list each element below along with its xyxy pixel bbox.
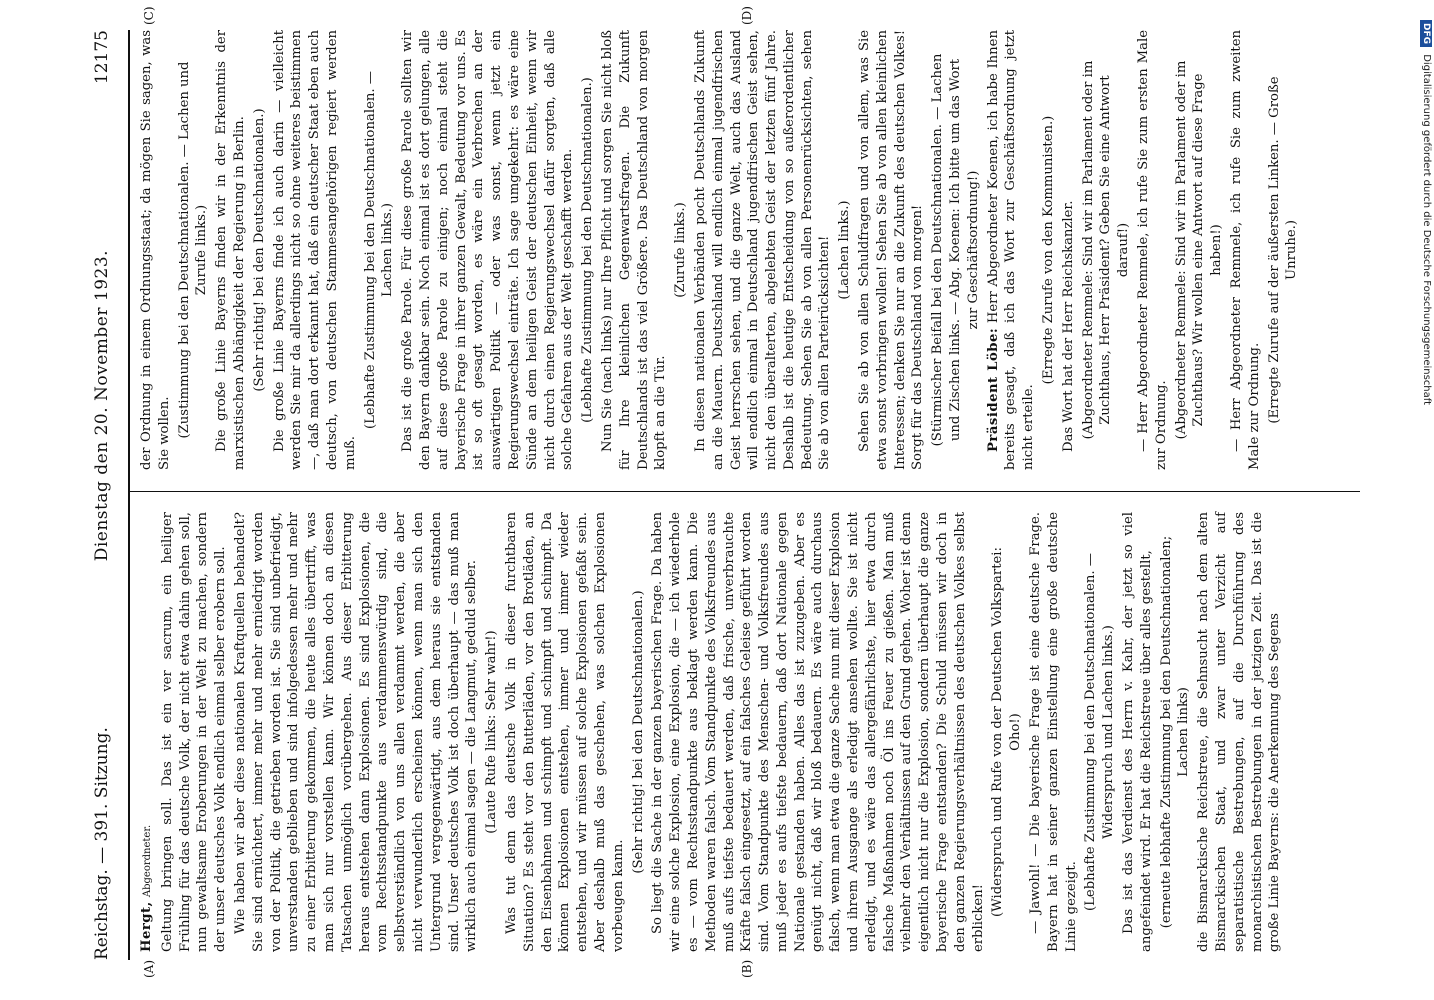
interjection: (Abgeordneter Remmele: Sind wir im Parlament oder im Zuchthaus? Wir wollen eine Antwort auf diese Frage haben!) <box>1173 60 1225 440</box>
paragraph: Wie haben wir aber diese nationalen Kraftquellen behandelt? Sie sind ernüchtert, immer mehr und mehr erniedrigt worden von der Politik, die getrieben worden ist. Sie sind unbefriedigt, unverstanden geblieben und sind infolgedessen mehr und mehr zu einer Erbitterung gekommen, die heute alles übertrifft, was man sich nur vorstellen kann. Wir können doch an diesen Tatsachen unmöglich vorübergehen. Aus dieser Erbitterung heraus entstehen dann Explosionen. Es sind Explosionen, die vom Rechtsstandpunkte aus verdammenswürdig sind, die selbstverständlich von uns allen verdammt werden, die aber nicht verwunderlich erscheinen können, wenn man sich den Untergrund vergegenwärtigt, aus dem heraus sie entstanden sind. Unser deutsches Volk ist doch überhaupt — das muß man wirklich auch einmal sagen — die Langmut, geduld selber. <box>232 512 480 952</box>
side-strip <box>1412 0 1434 1000</box>
interjection: (Zustimmung bei den Deutschnationalen. — Lachen und Zurufe links.) <box>176 61 210 439</box>
interjection: (Stürmischer Beifall bei den Deutschnationalen. — Lachen und Zischen links. — Abg. Koenen: Ich bitte um das Wort zur Geschäftsordnung!) <box>930 53 981 447</box>
interjection: (Zurufe links.) <box>673 202 689 298</box>
interjection: (Widerspruch und Rufe von der Deutschen Volkspartei: Oho!) <box>990 547 1024 917</box>
paragraph: der Ordnung in einem Ordnungsstaat; da mögen Sie sagen, was Sie wollen. <box>139 30 172 470</box>
paragraph: Sehen Sie ab von allen Schuldfragen und von allem, was Sie etwa sonst vorbringen wollen! Sehen Sie ab von allen kleinlichen Interessen; denken Sie nur an die Zukunft des deutschen Volkes! Sorgt für das Deutschland von morgen! <box>857 30 926 470</box>
paragraph: Geltung bringen soll. Das ist ein ver sacrum, ein heiliger Frühling für das deutsche Volk, der nicht etwa dahin gehen soll, nun gewaltsame Eroberungen in der Welt zu machen, sondern der unser deutsches Volk endlich einmal selber erobern soll. <box>159 512 229 952</box>
paragraph: Das ist die große Parole. Für diese große Parole sollten wir den Bayern dankbar sein. Noch einmal ist es dort gelungen, alle auf diese große Parole zu einigen; noch einmal steht die bayerische Frage in ihrer ganzen Gewalt, Bedeutung vor uns. Es ist so oft gesagt worden, es wäre ein Verbrechen an der auswärtigen Politik — oder was sonst, wenn jetzt ein Regierungswechsel einträte. Ich sage umgekehrt: es wäre eine Sünde an dem heiligen Geist der deutschen Einheit, wenn wir nicht durch einen Regierungswechsel dafür sorgten, daß alle solche Gefahren aus der Welt geschafft werden. <box>400 30 576 470</box>
header-rule <box>128 30 130 960</box>
interjection: (erneute lebhafte Zustimmung bei den Deutschnationalen; Lachen links) <box>1158 535 1192 929</box>
speaker-name: Hergt, <box>139 901 154 952</box>
speaker-line <box>138 512 157 952</box>
dfg-logo: DFG <box>1420 20 1432 47</box>
paragraph: So liegt die Sache in der ganzen bayerischen Frage. Da haben wir eine solche Explosion, eine Explosion, die — ich wiederhole es — vom Rechtsstandpunkte aus beklagt werden kann. Die Methoden waren falsch. Vom Standpunkte des Volksfreundes aus muß aufs tiefste bedauert werden, daß frische, unverbrauchte Kräfte falsch eingesetzt, auf ein falsches Geleise geführt worden sind. Vom Standpunkte des Menschen- und Volksfreundes aus muß jeder es aufs tiefste bedauern, daß dort Nationale gegen Nationale gestanden haben. Alles das ist zuzugeben. Aber es genügt nicht, daß wir bloß bedauern. Es wäre auch durchaus falsch, wenn man etwa die ganze Sache nun mit dieser Explosion und ihrem Ausgange als erledigt ansehen wollte. Sie ist nicht erledigt, und es wäre das allergefährlichste, hier etwa durch falsche Maßnahmen noch Öl ins Feuer zu gießen. Man muß vielmehr den Verhältnissen auf den Grund gehen. Woher ist denn eigentlich nicht nur die Explosion, sondern überhaupt die ganze bayerische Frage entstanden? Die Schuld müssen wir doch in den ganzen Regierungsverhältnissen des deutschen Volkes selbst erblicken! <box>650 512 986 952</box>
paragraph: Das ist das Verdienst des Herrn v. Kahr, der jetzt so viel angefeindet wird. Er hat die Reichstreue über alles gestellt, <box>1121 512 1154 952</box>
margin-mark-a: (A) <box>142 959 156 978</box>
paragraph: In diesen nationalen Verbänden pocht Deutschlands Zukunft an die Mauern. Deutschland will endlich einmal jugendfrischen Geist herrschen sehen, und die ganze Welt, auch das Ausland will endlich einmal in Deutschland jugendfrischen Geist sehen, nicht den überalterten, abgelebten Geist der letzten fünf Jahre. Deshalb ist die heutige Entscheidung von so außerordentlicher Bedeutung. Sehen Sie ab von allen Personenrücksichten, sehen Sie ab von allen Parteirücksichten! <box>692 30 833 470</box>
president-text: Herr Abgeordneter Koenen, ich habe Ihnen bereits gesagt, daß ich das Wort zur Geschäftsordnung jetzt nicht erteile. <box>985 30 1037 470</box>
interjection: (Erregte Zurufe von den Kommunisten.) <box>1041 115 1057 385</box>
speaker-role: Abgeordneter. <box>142 824 153 898</box>
margin-mark-c: (C) <box>142 6 156 25</box>
paragraph: Nun Sie (nach links) nur Ihre Pflicht und sorgen Sie nicht bloß für Ihre kleinlichen Gegenwartsfragen. Die Zukunft Deutschlands ist das viel Größere. Das Deutschland von morgen klopft an die Tür. <box>599 30 669 470</box>
column-separator <box>130 491 1360 492</box>
paragraph: — Herr Abgeordneter Remmele, ich rufe Sie zum zweiten Male zur Ordnung. <box>1229 30 1262 470</box>
paragraph: — Herr Abgeordneter Remmele, ich rufe Sie zum ersten Male zur Ordnung. <box>1136 30 1169 470</box>
right-column <box>138 30 1303 470</box>
paragraph: Die große Linie Bayerns finde ich auch darin — vielleicht werden Sie mir da allerdings nicht so ohne weiteres beistimmen —, daß man dort erkannt hat, daß ein deutscher Staat eben auch deutsch, von deutschen Stammesangehörigen regiert werden muß. <box>271 30 358 470</box>
margin-mark-b: (B) <box>740 959 754 978</box>
interjection: (Erregte Zurufe auf der äußersten Linken. — Große Unruhe.) <box>1266 76 1300 424</box>
document-page <box>80 0 1380 1000</box>
speaker-paragraph <box>985 30 1038 470</box>
header-date: Dienstag den 20. November 1923. <box>92 249 112 562</box>
header-left: Reichstag. — 391. Sitzung. <box>92 727 112 960</box>
paragraph: Die große Linie Bayerns finden wir in der Erkenntnis der marxistischen Abhängigkeit der Regierung in Berlin. <box>214 30 247 470</box>
interjection: (Abgeordneter Remmele: Sind wir im Parlament oder im Zuchthaus, Herr Präsident? Geben Sie eine Antwort darauf!) <box>1080 60 1132 440</box>
paragraph: Das Wort hat der Herr Reichskanzler. <box>1060 200 1076 452</box>
paragraph: die Bismarckische Reichstreue, die Sehnsucht nach dem alten Bismarckischen Staat, und zwar unter Verzicht auf separatistische Bestrebungen, auf die Durchführung des monarchistischen Bestrebungen in der jetzigen Zeit. Das ist die große Linie Bayerns: die Anerkennung des Segens <box>1196 512 1283 952</box>
interjection: (Sehr richtig! bei den Deutschnationalen.) <box>630 590 646 874</box>
interjection: (Lebhafte Zustimmung bei den Deutschnationalen.) <box>580 77 596 423</box>
interjection: (Lachen links.) <box>837 200 853 300</box>
interjection: (Lebhafte Zustimmung bei den Deutschnationalen. — Widerspruch und Lachen links.) <box>1083 553 1117 911</box>
interjection: (Lebhafte Zustimmung bei den Deutschnationalen. — Lachen links.) <box>362 71 396 429</box>
page-header <box>92 30 122 960</box>
page-number: 12175 <box>92 30 112 85</box>
interjection: (Sehr richtig! bei den Deutschnationalen.) <box>251 108 267 392</box>
left-column <box>138 512 1286 952</box>
paragraph: Was tut denn das deutsche Volk in dieser furchtbaren Situation? Es steht vor den Butterläden, vor den Brotläden, an den Eisenbahnen und schimpft und schimpft und schimpft. Da können Explosionen entstehen, immer und immer wieder entstehen, und wir müssen auf solche Explosionen gefaßt sein. Aber deshalb muß das geschehen, was solchen Explosionen vorbeugen kann. <box>503 512 626 952</box>
paragraph: — Jawohl! — Die bayerische Frage ist eine deutsche Frage. Bayern hat in seiner ganzen Einstellung eine große deutsche Linie gezeigt. <box>1028 512 1079 952</box>
funding-note <box>1420 20 1432 405</box>
funding-text: Digitalisierung gefördert durch die Deutsche Forschungsgemeinschaft <box>1421 54 1432 406</box>
interjection: (Laute Rufe links: Sehr wahr!) <box>484 630 500 834</box>
margin-mark-d: (D) <box>740 6 754 25</box>
president-speaker: Präsident Löbe: <box>985 327 1001 452</box>
